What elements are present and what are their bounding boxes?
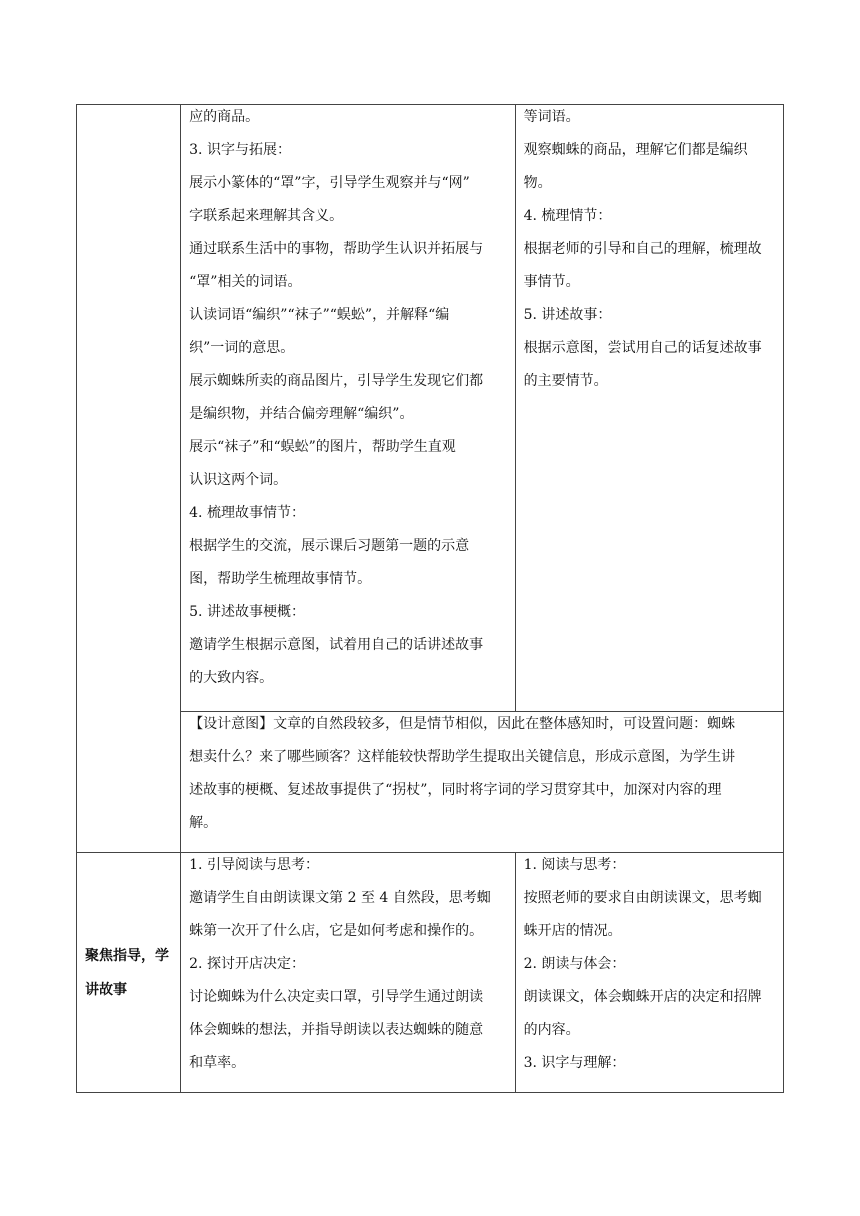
text-line: 的大致内容。: [189, 670, 274, 686]
text-line: 根据学生的交流，展示课后习题第一题的示意: [189, 538, 470, 554]
text-line: 解。: [189, 815, 218, 831]
text-line: 5. 讲述故事梗概：: [189, 604, 305, 620]
text-line: 【设计意图】文章的自然段较多，但是情节相似，因此在整体感知时，可设置问题：蜘蛛: [189, 716, 736, 732]
text-line: 字联系起来理解其含义。: [189, 208, 344, 224]
text-line: 展示小篆体的“罩”字，引导学生观察并与“网”: [189, 175, 470, 191]
teacher-activity-cell: [181, 853, 515, 1093]
table-row: [77, 853, 784, 1093]
text-line: 体会蜘蛛的想法，并指导朗读以表达蜘蛛的随意: [189, 1022, 484, 1038]
text-line: 事情节。: [523, 274, 580, 290]
student-activity-cell: [515, 853, 783, 1093]
text-line: 蛛第一次开了什么店，它是如何考虑和操作的。: [189, 923, 484, 939]
text-line: 物。: [523, 175, 552, 191]
text-line: 朗读课文，体会蜘蛛开店的决定和招牌: [523, 989, 762, 1005]
text-line: 讨论蜘蛛为什么决定卖口罩，引导学生通过朗读: [189, 989, 484, 1005]
text-line: 5. 讲述故事：: [523, 307, 612, 323]
teacher-activity-cell: [181, 105, 515, 712]
lesson-plan-table: [76, 104, 784, 1093]
design-intent-text: [189, 716, 775, 832]
text-line: 3. 识字与拓展：: [189, 142, 291, 158]
table-row: [77, 712, 784, 853]
table-row: [77, 105, 784, 712]
text-line: 蛛开店的情况。: [523, 923, 622, 939]
text-line: 4. 梳理故事情节：: [189, 505, 305, 521]
text-line: 想卖什么？来了哪些顾客？这样能较快帮助学生提取出关键信息，形成示意图，为学生讲: [189, 749, 736, 765]
text-line: 是编织物，并结合偏旁理解“编织”。: [189, 406, 414, 422]
teacher-activity-text: [189, 857, 506, 1072]
stage-label-cell: [77, 105, 181, 853]
text-line: 图，帮助学生梳理故事情节。: [189, 571, 372, 587]
text-line: 织”一词的意思。: [189, 340, 295, 356]
stage-label-line: 聚焦指导，学: [85, 947, 169, 964]
text-line: 1. 引导阅读与思考：: [189, 857, 319, 873]
text-line: 2. 探讨开店决定：: [189, 956, 305, 972]
stage-label-line: 讲故事: [85, 981, 127, 998]
teacher-activity-text: [189, 109, 506, 687]
text-line: 等词语。: [523, 109, 580, 125]
text-line: 应的商品。: [189, 109, 260, 125]
text-line: 观察蜘蛛的商品，理解它们都是编织: [523, 142, 748, 158]
student-activity-text: [524, 109, 775, 390]
text-line: 4. 梳理情节：: [523, 208, 612, 224]
text-line: 根据示意图，尝试用自己的话复述故事: [523, 340, 762, 356]
text-line: 展示“袜子”和“蜈蚣”的图片，帮助学生直观: [189, 439, 456, 455]
text-line: 邀请学生根据示意图，试着用自己的话讲述故事: [189, 637, 484, 653]
text-line: “罩”相关的词语。: [189, 274, 302, 290]
text-line: 2. 朗读与体会：: [523, 956, 626, 972]
student-activity-text: [524, 857, 775, 1072]
text-line: 的主要情节。: [523, 373, 608, 389]
stage-label-cell: [77, 853, 181, 1093]
text-line: 认识这两个词。: [189, 472, 288, 488]
text-line: 展示蜘蛛所卖的商品图片，引导学生发现它们都: [189, 373, 484, 389]
text-line: 认读词语“编织”“袜子”“蜈蚣”，并解释“编: [189, 307, 450, 323]
text-line: 述故事的梗概、复述故事提供了“拐杖”，同时将字词的学习贯穿其中，加深对内容的理: [189, 782, 722, 798]
design-intent-cell: [181, 712, 784, 853]
text-line: 根据老师的引导和自己的理解，梳理故: [523, 241, 762, 257]
text-line: 按照老师的要求自由朗读课文，思考蜘: [523, 890, 762, 906]
text-line: 的内容。: [523, 1022, 580, 1038]
student-activity-cell: [515, 105, 783, 712]
text-line: 邀请学生自由朗读课文第 2 至 4 自然段，思考蜘: [189, 890, 491, 906]
text-line: 3. 识字与理解：: [523, 1055, 626, 1071]
text-line: 通过联系生活中的事物，帮助学生认识并拓展与: [189, 241, 484, 257]
text-line: 和草率。: [189, 1055, 246, 1071]
text-line: 1. 阅读与思考：: [523, 857, 626, 873]
